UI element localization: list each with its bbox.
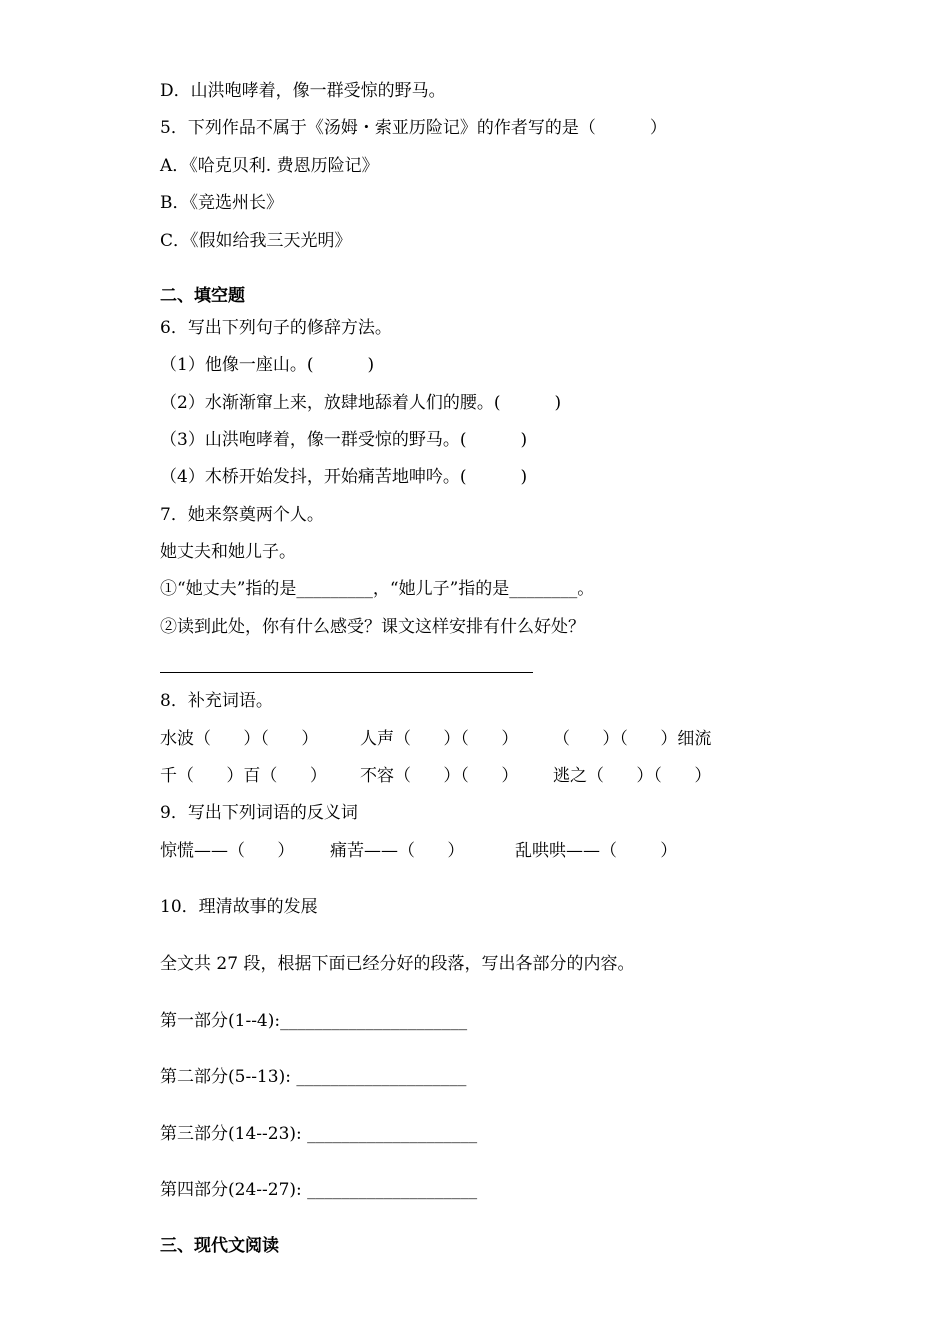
q7-answer-line[interactable] [160, 672, 533, 673]
q8-row2-word2: 不容（ ）（ ） [360, 766, 519, 786]
q5-stem: 5．下列作品不属于《汤姆・索亚历险记》的作者写的是（ ） [160, 118, 667, 138]
q8-row2-word1: 千（ ）百（ ） [160, 766, 327, 786]
q6-item-2: （2）水渐渐窜上来，放肆地舔着人们的腰。( ) [160, 393, 562, 413]
section-fill-in-title: 二、填空题 [160, 286, 245, 306]
q9-item-3: 乱哄哄——（ ） [515, 841, 678, 861]
q6-item-1: （1）他像一座山。( ) [160, 355, 375, 375]
q10-part-4: 第四部分(24--27): ____________________ [160, 1180, 478, 1200]
q10-stem: 10．理清故事的发展 [160, 897, 318, 917]
q4-option-d: D．山洪咆哮着，像一群受惊的野马。 [160, 81, 446, 101]
q7-sub2: ②读到此处，你有什么感受？课文这样安排有什么好处？ [160, 617, 585, 637]
q10-intro: 全文共 27 段，根据下面已经分好的段落，写出各部分的内容。 [160, 954, 635, 974]
q6-item-3: （3）山洪咆哮着，像一群受惊的野马。( ) [160, 430, 528, 450]
q8-stem: 8．补充词语。 [160, 691, 273, 711]
q9-stem: 9．写出下列词语的反义词 [160, 803, 358, 823]
q6-stem: 6．写出下列句子的修辞方法。 [160, 318, 392, 338]
q5-option-c: C．《假如给我三天光明》 [160, 231, 352, 251]
q9-item-2: 痛苦——（ ） [330, 841, 465, 861]
q8-row1-word3: （ ）（ ）细流 [553, 729, 712, 749]
q8-row1-word1: 水波（ ）（ ） [160, 729, 319, 749]
q7-stem: 7．她来祭奠两个人。 [160, 505, 324, 525]
q9-item-1: 惊慌——（ ） [160, 841, 295, 861]
q8-row1-word2: 人声（ ）（ ） [360, 729, 519, 749]
q6-item-4: （4）木桥开始发抖，开始痛苦地呻吟。( ) [160, 467, 528, 487]
q10-part-3: 第三部分(14--23): ____________________ [160, 1124, 478, 1144]
q10-part-2: 第二部分(5--13): ____________________ [160, 1067, 467, 1087]
q7-sub1: ①“她丈夫”指的是_________，“她儿子”指的是________。 [160, 579, 595, 599]
q5-option-b: B．《竞选州长》 [160, 193, 283, 213]
q10-part-1: 第一部分(1--4):______________________ [160, 1011, 468, 1031]
q7-line2: 她丈夫和她儿子。 [160, 542, 296, 562]
q8-row2-word3: 逃之（ ）（ ） [553, 766, 712, 786]
section-reading-title: 三、现代文阅读 [160, 1236, 279, 1256]
q5-option-a: A．《哈克贝利. 费恩历险记》 [160, 156, 379, 176]
